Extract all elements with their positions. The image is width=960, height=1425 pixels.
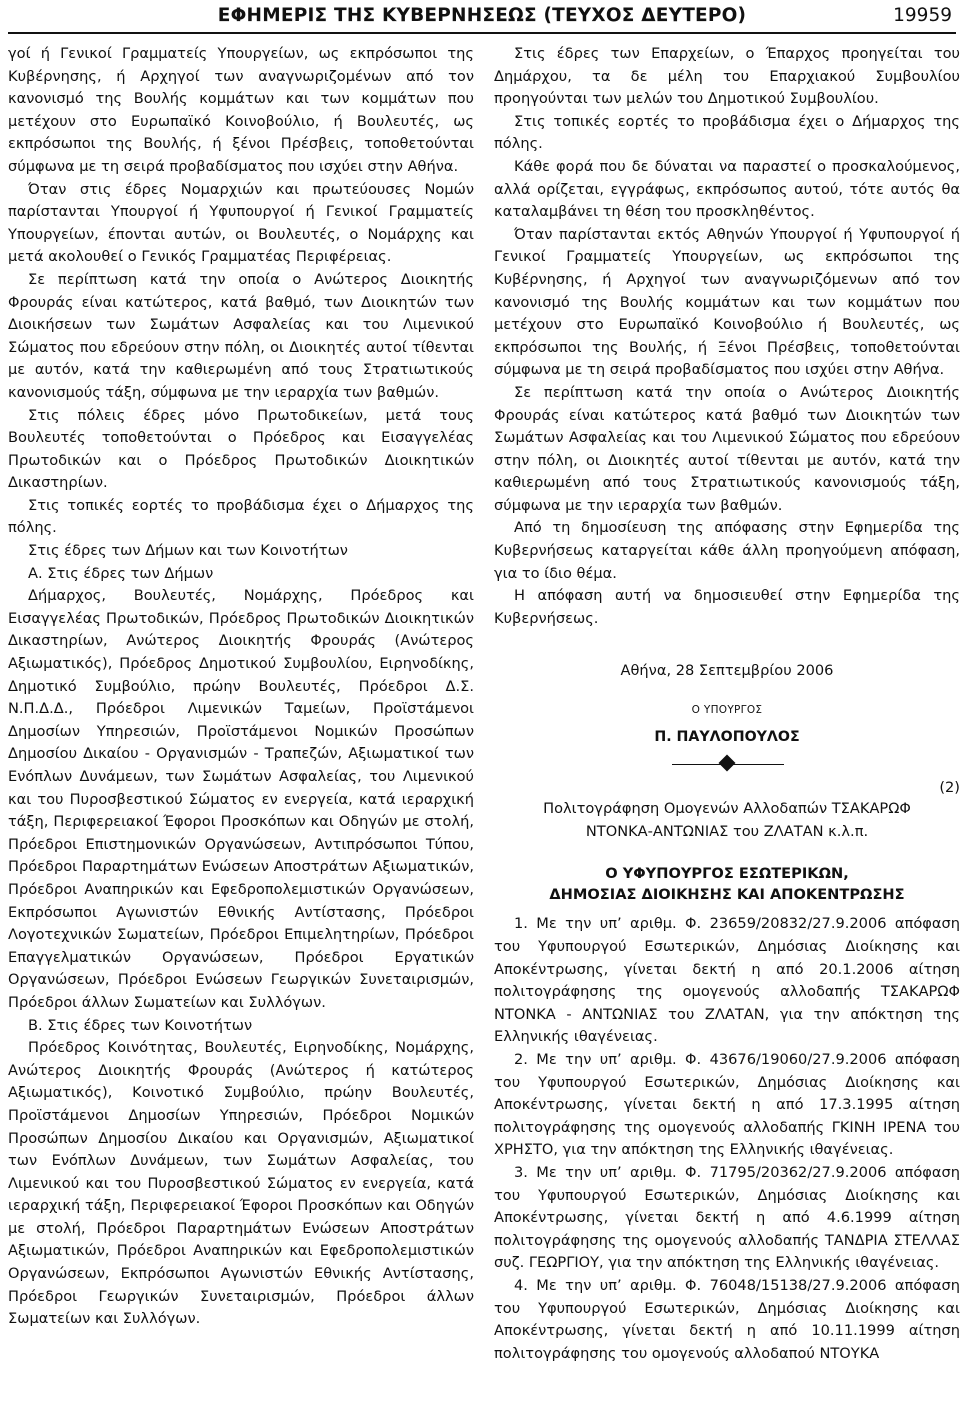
decision-item: 2. Με την υπ’ αριθμ. Φ. 43676/19060/27.9.2006 απόφαση του Υφυπουργού Εσωτερικών, Δημόσιας Διοίκησης και Αποκέντρωσης, γίνεται δεκτή η από 17.3.1995 αίτηση πολιτογράφησης της ομογενούς αλλοδαπής ΓΚΙΝΗ ΙΡΕΝΑ του ΧΡΗΣΤΟ, για την απόκτηση της Ελληνικής ιθαγένειας. xyxy=(494,1050,960,1159)
paragraph: Στις πόλεις έδρες μόνο Πρωτοδικείων, μετά τους Βουλευτές τοποθετούνται ο Πρόεδρος και Εισαγγελέας Πρωτοδικών και ο Πρόεδρος Πρωτοδικών Διοικητικών Δικαστηρίων. xyxy=(8,406,474,492)
paragraph: Στις έδρες των Επαρχείων, ο Έπαρχος προηγείται του Δημάρχου, τα δε μέλη του Επαρχιακού Συμβουλίου προηγούνται των μελών του Δημοτικού Συμβουλίου. xyxy=(494,45,960,108)
decision-item: 4. Με την υπ’ αριθμ. Φ. 76048/15138/27.9.2006 απόφαση του Υφυπουργού Εσωτερικών, Δημόσιας Διοίκησης και Αποκέντρωσης, γίνεται δεκτή η από 10.11.1999 αίτηση πολιτογράφησης του ομογενούς αλλοδαπού ΝΤΟΥΚΑ xyxy=(494,1276,960,1362)
gazette-title: ΕΦΗΜΕΡΙΣ ΤΗΣ ΚΥΒΕΡΝΗΣΕΩΣ (ΤΕΥΧΟΣ ΔΕΥΤΕΡΟ) xyxy=(217,5,747,26)
paragraph: Όταν στις έδρες Νομαρχιών και πρωτεύουσες Νομών παρίστανται Υπουργοί ή Υφυπουργοί ή Γενικοί Γραμματείς Υπουργείων, έπονται αυτών, οι Βουλευτές, ο Νομάρχης και μετά ακολουθεί ο Γενικός Γραμματέας Περιφέρειας. xyxy=(8,180,474,266)
paragraph: Πρόεδρος Κοινότητας, Βουλευτές, Ειρηνοδίκης, Νομάρχης, Ανώτερος Διοικητής Φρουράς (Ανώτερος ή κατώτερος Αξιωματικός), Κοινοτικό Συμβούλιο, πρώην Βουλευτές, Προϊστάμενοι Δημοσίων Υπηρεσιών, Πρόεδροι Νομικών Προσώπων Δημοσίου Δικαίου και Οργανισμών, Αξιωματικοί των Ενόπλων Δυνάμεων, των Σωμάτων Ασφαλείας, του Λιμενικού και του Πυροσβεστικού Σώματος εν ενεργεία, κατά ιεραρχική τάξη, Περιφερειακοί Έφοροι Προσκόπων και Οδηγών με στολή, Πρόεδροι Παραρτημάτων Ενώσεων Αποστράτων Αξιωματικών, Πρόεδροι Αναπηρικών και Εφεδροπολεμιστικών Οργανώσεων, Εκπρόσωποι Αγωνιστών Εθνικής Αντίστασης, Πρόεδροι Γεωργικών Συνεταιρισμών, Πρόεδροι άλλων Σωματείων και Συλλόγων. xyxy=(8,1039,474,1328)
paragraph: Στις τοπικές εορτές το προβάδισμα έχει ο Δήμαρχος της πόλης. xyxy=(494,112,960,153)
signature-role: Ο ΥΠΟΥΡΓΟΣ xyxy=(691,704,763,717)
left-column xyxy=(8,43,474,1331)
paragraph: Όταν παρίστανται εκτός Αθηνών Υπουργοί ή Υφυπουργοί ή Γενικοί Γραμματείς Υπουργείων, ως εκπρόσωποι της Κυβέρνησης, ή Αρχηγοί των αναγνωριζόμενων από τον κανονισμό της Βουλής κομμάτων και των κομμάτων που μετέχουν στο Ευρωπαϊκό Κοινοβούλιο ή Βουλευτές, ως εκπρόσωποι της Βουλής, ή Ξένοι Πρέσβεις, τοποθετούνται σύμφωνα με τη σειρά προβαδίσματος που ισχύει στην Αθήνα. xyxy=(494,225,960,379)
right-column xyxy=(494,43,960,1365)
ministry-heading xyxy=(494,863,960,905)
decision-item: 3. Με την υπ’ αριθμ. Φ. 71795/20362/27.9.2006 απόφαση του Υφυπουργού Εσωτερικών, Δημόσιας Διοίκησης και Αποκέντρωσης, γίνεται δεκτή η από 4.6.1999 αίτηση πολιτογράφησης της ομογενούς αλλοδαπής ΤΑΝΔΡΙΑ ΣΤΕΛΛΑΣ συζ. ΓΕΩΡΓΙΟΥ, για την απόκτηση της Ελληνικής ιθαγένειας. xyxy=(494,1163,960,1272)
page-header xyxy=(8,2,956,34)
subsection-heading: Β. Στις έδρες των Κοινοτήτων xyxy=(28,1016,253,1034)
signature-date: Αθήνα, 28 Σεπτεμβρίου 2006 xyxy=(620,662,834,680)
section-heading: Στις έδρες των Δήμων και των Κοινοτήτων xyxy=(28,542,348,560)
decision-subject-line: Πολιτογράφηση Ομογενών Αλλοδαπών ΤΣΑΚΑΡΩΦ xyxy=(543,800,911,818)
paragraph: Στις τοπικές εορτές το προβάδισμα έχει ο Δήμαρχος της πόλης. xyxy=(8,496,474,537)
section-divider xyxy=(494,754,960,778)
paragraph: Σε περίπτωση κατά την οποία ο Ανώτερος Διοικητής Φρουράς είναι κατώτερος κατά βαθμό των Διοικητών των Σωμάτων Ασφαλείας και του Λιμενικού Σώματος που εδρεύουν στην πόλη, οι Διοικητές αυτοί τίθενται με αυτόν, κατά την καθιερωμένη από τους Στρατιωτικούς κανονισμούς τάξη, σύμφωνα με την ιεραρχία των βαθμών. xyxy=(494,383,960,514)
ministry-heading-line: ΔΗΜΟΣΙΑΣ ΔΙΟΙΚΗΣΗΣ ΚΑΙ ΑΠΟΚΕΝΤΡΩΣΗΣ xyxy=(549,886,905,904)
ministry-heading-line: Ο ΥΦΥΠΟΥΡΓΟΣ ΕΣΩΤΕΡΙΚΩΝ, xyxy=(605,865,849,883)
paragraph: Δήμαρχος, Βουλευτές, Νομάρχης, Πρόεδρος και Εισαγγελέας Πρωτοδικών, Πρόεδρος Πρωτοδικών Διοικητικών Δικαστηρίων, Ανώτερος Διοικητής Φρουράς (Ανώτερος Αξιωματικός), Πρόεδρος Δημοτικού Συμβουλίου, Ειρηνοδίκης, Δημοτικό Συμβούλιο, πρώην Βουλευτές, Πρόεδροι Δ.Σ. Ν.Π.Δ.Δ., Πρόεδροι Λιμενικών Ταμείων, Προϊστάμενοι Δημοσίων Υπηρεσιών, Προϊστάμενοι Νομικών Προσώπων Δημοσίου Δικαίου - Οργανισμών - Τραπεζών, Αξιωματικοί των Ενόπλων Δυνάμεων, των Σωμάτων Ασφαλείας, του Λιμενικού και του Πυροσβεστικού Σώματος εν ενεργεία, κατά ιεραρχική τάξη, Περιφερειακοί Έφοροι Προσκόπων και Οδηγών με στολή, Πρόεδροι Επιστημονικών Οργανώσεων, Αντιπρόσωποι Τύπου, Πρόεδροι Παραρτημάτων Ενώσεων Αποστράτων Αξιωματικών, Πρόεδροι Αναπηρικών και Εφεδροπολεμιστικών Οργανώσεων, Εκπρόσωποι Αγωνιστών Εθνικής Αντίστασης, Πρόεδροι Λογοτεχνικών Σωματείων, Πρόεδροι Επιμελητηρίων, Πρόεδροι Επαγγελματικών Οργανώσεων, Πρόεδροι Εργατικών Οργανώσεων, Πρόεδροι Ενώσεων Γεωργικών Συνεταιρισμών, Πρόεδροι άλλων Σωματείων και Συλλόγων. xyxy=(8,587,474,1011)
paragraph: Η απόφαση αυτή να δημοσιευθεί στην Εφημερίδα της Κυβερνήσεως. xyxy=(494,587,960,627)
decision-subject-line: ΝΤΟΝΚΑ-ΑΝΤΩΝΙΑΣ του ΖΛΑΤΑΝ κ.λ.π. xyxy=(585,822,869,840)
paragraph: Σε περίπτωση κατά την οποία ο Ανώτερος Διοικητής Φρουράς είναι κατώτερος, κατά βαθμό, των Διοικητών των Διοικήσεων των Σωμάτων Ασφαλείας και του Λιμενικού Σώματος που εδρεύουν στην πόλη, οι Διοικητές αυτοί τίθενται με αυτόν, κατά την καθιερωμένη από τους Στρατιωτικούς κανονισμούς τάξη, σύμφωνα με την ιεραρχία των βαθμών. xyxy=(8,270,474,401)
decision-item: 1. Με την υπ’ αριθμ. Φ. 23659/20832/27.9.2006 απόφαση του Υφυπουργού Εσωτερικών, Δημόσιας Διοίκησης και Αποκέντρωσης, γίνεται δεκτή η από 20.1.2006 αίτηση πολιτογράφησης της ομογενούς αλλοδαπής ΤΣΑΚΑΡΩΦ ΝΤΟΝΚΑ - ΑΝΤΩΝΙΑΣ του ΖΛΑΤΑΝ, για την απόκτηση της Ελληνικής ιθαγένειας. xyxy=(494,915,960,1046)
page-number: 19959 xyxy=(893,5,952,26)
paragraph: Από τη δημοσίευση της απόφασης στην Εφημερίδα της Κυβερνήσεως καταργείται κάθε άλλη προηγούμενη απόφαση, για το ίδιο θέμα. xyxy=(494,519,960,582)
paragraph: Κάθε φορά που δε δύναται να παραστεί ο προσκαλούμενος, αλλά ορίζεται, εγγράφως, εκπρόσωπος αυτού, τότε αυτός θα καταλαμβάνει τη θέση του προσκληθέντος. xyxy=(494,157,960,221)
signature-name: Π. ΠΑΥΛΟΠΟΥΛΟΣ xyxy=(654,728,800,745)
decision-number: (2) xyxy=(939,779,960,797)
diamond-icon xyxy=(719,755,736,772)
paragraph: γοί ή Γενικοί Γραμματείς Υπουργείων, ως εκπρόσωποι της Κυβέρνησης, ή Αρχηγοί των αναγνωριζομένων από τον κανονισμό της Βουλής κομμάτων και των κομμάτων που μετέχουν στο Ευρωπαϊκό Κοινοβούλιο, ή Βουλευτές, ως εκπρόσωποι της Βουλής, ή ξένοι Πρέσβεις, τοποθετούνται σύμφωνα με τη σειρά προβαδίσματος που ισχύει στην Αθήνα. xyxy=(8,45,474,175)
subsection-heading: Α. Στις έδρες των Δήμων xyxy=(28,564,214,582)
